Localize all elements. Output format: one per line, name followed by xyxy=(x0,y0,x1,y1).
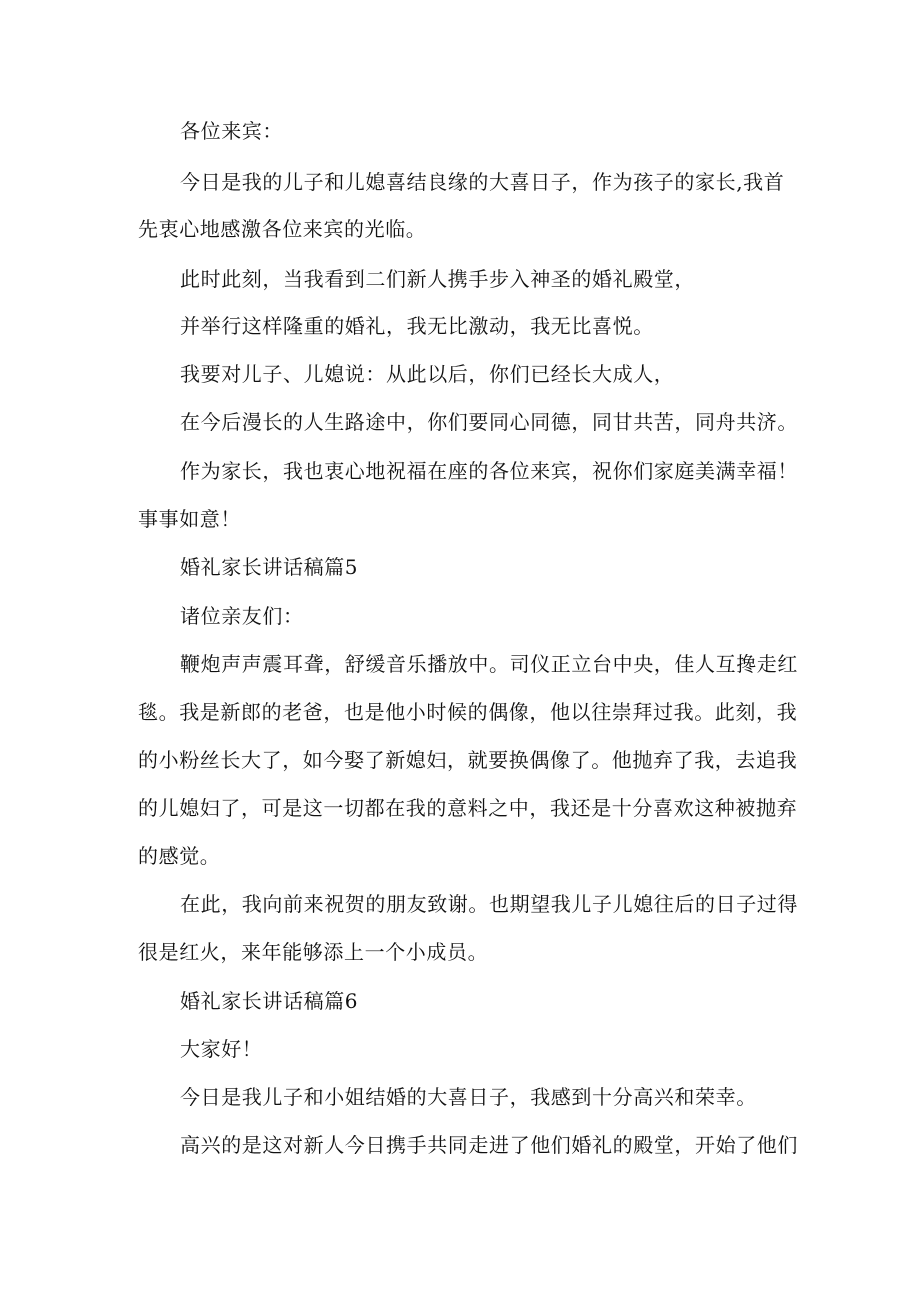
greeting-line: 各位来宾： xyxy=(180,119,283,143)
paragraph-line: 的儿媳妇了，可是这一切都在我的意料之中，我还是十分喜欢这种被抛弃 xyxy=(138,796,798,820)
paragraph-line: 在此，我向前来祝贺的朋友致谢。也期望我儿子儿媳往后的日子过得 xyxy=(180,892,798,916)
section-heading: 婚礼家长讲话稿篇5 xyxy=(180,555,359,579)
greeting-line: 诸位亲友们： xyxy=(180,604,304,628)
paragraph-line: 先衷心地感激各位来宾的光临。 xyxy=(138,217,427,241)
paragraph-line: 的小粉丝长大了，如今娶了新媳妇，就要换偶像了。他抛弃了我，去追我 xyxy=(138,748,798,772)
paragraph-line: 并举行这样隆重的婚礼，我无比激动，我无比喜悦。 xyxy=(180,314,654,338)
paragraph-line: 今日是我儿子和小姐结婚的大喜日子，我感到十分高兴和荣幸。 xyxy=(180,1085,757,1109)
greeting-line: 大家好！ xyxy=(180,1037,263,1061)
paragraph-line: 很是红火，来年能够添上一个小成员。 xyxy=(138,940,489,964)
paragraph-line: 我要对儿子、儿媳说：从此以后，你们已经长大成人， xyxy=(180,362,675,386)
paragraph-line: 的感觉。 xyxy=(138,844,221,868)
paragraph-line: 高兴的是这对新人今日携手共同走进了他们婚礼的殿堂，开始了他们 xyxy=(180,1133,798,1157)
section-heading: 婚礼家长讲话稿篇6 xyxy=(180,989,359,1013)
paragraph-line: 作为家长，我也衷心地祝福在座的各位来宾，祝你们家庭美满幸福！ xyxy=(180,459,798,483)
paragraph-line: 鞭炮声声震耳聋，舒缓音乐播放中。司仪正立台中央，佳人互搀走红 xyxy=(180,652,798,676)
paragraph-line: 毯。我是新郎的老爸，也是他小时候的偶像，他以往崇拜过我。此刻，我 xyxy=(138,700,798,724)
paragraph-line: 此时此刻，当我看到二们新人携手步入神圣的婚礼殿堂， xyxy=(180,267,695,291)
paragraph-line: 在今后漫长的人生路途中，你们要同心同德，同甘共苦，同舟共济。 xyxy=(180,410,798,434)
paragraph-line: 今日是我的儿子和儿媳喜结良缘的大喜日子，作为孩子的家长,我首 xyxy=(180,170,785,194)
paragraph-line: 事事如意！ xyxy=(138,507,241,531)
